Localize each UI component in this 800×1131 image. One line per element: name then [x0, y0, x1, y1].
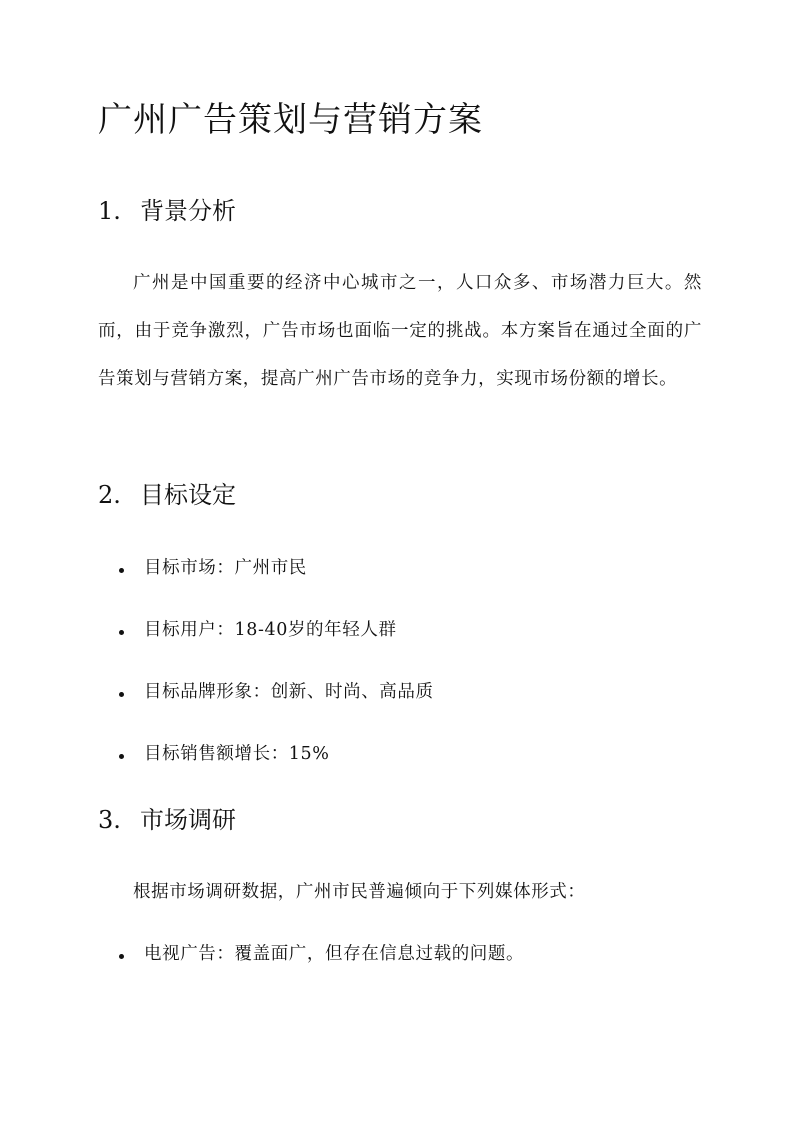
list-item-text: 目标市场：广州市民	[144, 558, 307, 578]
bullet-icon	[119, 954, 124, 959]
section-title: 背景分析	[140, 197, 236, 225]
research-paragraph: 根据市场调研数据，广州市民普遍倾向于下列媒体形式：	[133, 882, 586, 902]
bullet-icon	[119, 692, 124, 697]
section-number: 2.	[98, 481, 121, 509]
section-title: 目标设定	[140, 481, 236, 509]
section-number: 3.	[98, 806, 121, 834]
bullet-icon	[119, 630, 124, 635]
background-paragraph: 广州是中国重要的经济中心城市之一，人口众多、市场潜力巨大。然而，由于竞争激烈，广告市场也面临一定的挑战。本方案旨在通过全面的广告策划与营销方案，提高广州广告市场的竞争力，实现市场份额的增长。	[98, 273, 702, 389]
bullet-icon	[119, 754, 124, 759]
section-heading-research	[98, 803, 236, 837]
bullet-icon	[119, 568, 124, 573]
list-item-text: 目标销售额增长：15%	[144, 744, 330, 764]
list-item-text: 目标用户：18-40岁的年轻人群	[144, 620, 397, 640]
document-title: 广州广告策划与营销方案	[98, 100, 483, 140]
section-heading-goals	[98, 478, 236, 512]
section-number: 1.	[98, 197, 121, 225]
list-item-text: 电视广告：覆盖面广，但存在信息过载的问题。	[144, 944, 525, 964]
section-title: 市场调研	[140, 806, 236, 834]
list-item-text: 目标品牌形象：创新、时尚、高品质	[144, 682, 434, 702]
section-heading-background	[98, 194, 236, 228]
